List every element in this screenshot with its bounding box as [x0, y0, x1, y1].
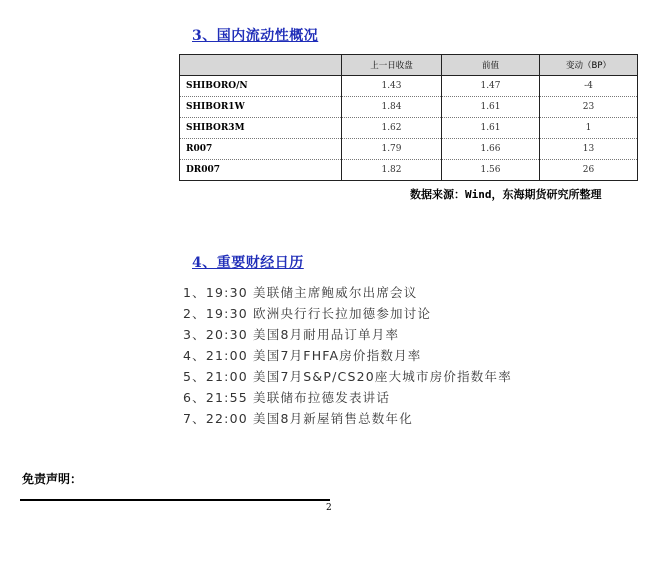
- change-value: 23: [540, 97, 638, 118]
- page-number: 2: [326, 503, 332, 513]
- prev-close-value: 1.43: [342, 76, 442, 97]
- rate-name: SHIBOR1W: [180, 97, 342, 118]
- section-3-title: 3、国内流动性概况: [192, 28, 319, 44]
- liquidity-table: [179, 54, 638, 181]
- list-item: 5、21:00 美国7月S&P/CS20座大城市房价指数年率: [183, 369, 512, 384]
- previous-value: 1.61: [442, 118, 540, 139]
- table-row: [180, 160, 638, 181]
- rate-name: SHIBOR3M: [180, 118, 342, 139]
- change-value: 13: [540, 139, 638, 160]
- list-item: 4、21:00 美国7月FHFA房价指数月率: [183, 348, 422, 363]
- header-prev-close: 上一日收盘: [342, 55, 442, 76]
- change-value: 26: [540, 160, 638, 181]
- previous-value: 1.56: [442, 160, 540, 181]
- prev-close-value: 1.84: [342, 97, 442, 118]
- data-source-note: 数据来源：Wind，东海期货研究所整理: [410, 188, 602, 201]
- disclaimer-heading: 免责声明：: [22, 472, 83, 486]
- change-value: -4: [540, 76, 638, 97]
- prev-close-value: 1.62: [342, 118, 442, 139]
- list-item: 1、19:30 美联储主席鲍威尔出席会议: [183, 285, 418, 300]
- previous-value: 1.61: [442, 97, 540, 118]
- rate-name: DR007: [180, 160, 342, 181]
- footer-divider: [20, 499, 330, 501]
- header-change: 变动（BP）: [540, 55, 638, 76]
- table-row: [180, 76, 638, 97]
- list-item: 3、20:30 美国8月耐用品订单月率: [183, 327, 400, 342]
- header-blank: [180, 55, 342, 76]
- previous-value: 1.66: [442, 139, 540, 160]
- economic-calendar-list: [183, 282, 512, 429]
- list-item: 2、19:30 欧洲央行行长拉加德参加讨论: [183, 306, 432, 321]
- table-row: [180, 118, 638, 139]
- table-row: [180, 139, 638, 160]
- table-row: [180, 97, 638, 118]
- list-item: 6、21:55 美联储布拉德发表讲话: [183, 390, 391, 405]
- rate-name: SHIBORO/N: [180, 76, 342, 97]
- prev-close-value: 1.82: [342, 160, 442, 181]
- list-item: 7、22:00 美国8月新屋销售总数年化: [183, 411, 413, 426]
- rate-name: R007: [180, 139, 342, 160]
- previous-value: 1.47: [442, 76, 540, 97]
- table-header-row: [180, 55, 638, 76]
- prev-close-value: 1.79: [342, 139, 442, 160]
- section-4-title: 4、重要财经日历: [192, 255, 304, 271]
- header-previous: 前值: [442, 55, 540, 76]
- change-value: 1: [540, 118, 638, 139]
